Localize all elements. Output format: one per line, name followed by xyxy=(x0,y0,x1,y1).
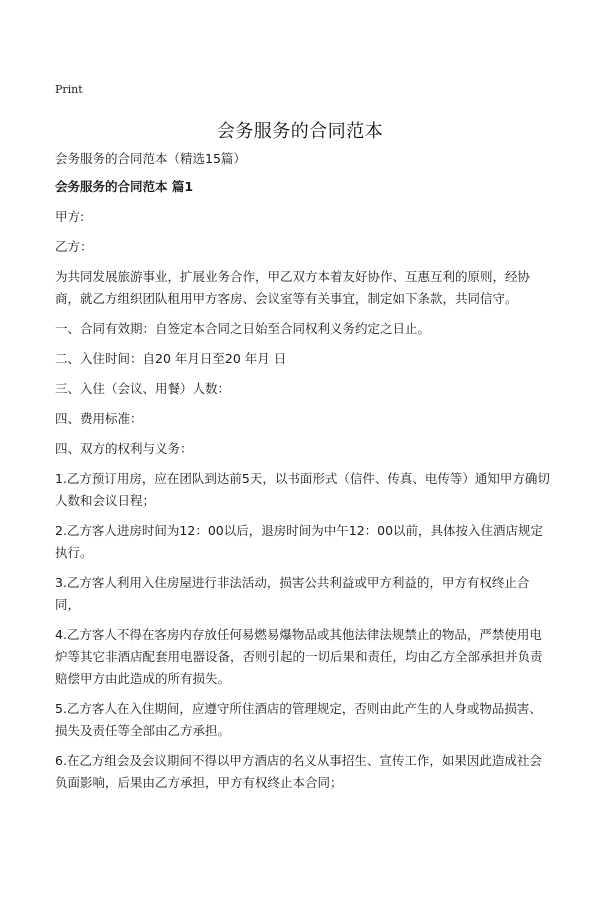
clause-guest-count: 三、入住（会议、用餐）人数： xyxy=(55,381,231,396)
clause-rights-obligations: 四、双方的权利与义务： xyxy=(55,441,193,456)
document-title: 会务服务的合同范本 xyxy=(216,121,384,142)
list-item: 5.乙方客人在入住期间，应遵守所住酒店的管理规定，否则由此产生的人身或物品损害、损失及责任等全部由乙方承担。 xyxy=(55,701,542,738)
print-label: Print xyxy=(55,83,83,96)
clause-checkin-time: 二、入住时间：自20 年月日至20 年月 日 xyxy=(55,351,287,366)
clause-fee-standard: 四、费用标准： xyxy=(55,411,143,426)
list-item: 2.乙方客人进房时间为12：00以后，退房时间为中午12：00以前，具体按入住酒店规定执行。 xyxy=(55,523,544,560)
document-body xyxy=(55,148,550,794)
intro-paragraph: 为共同发展旅游事业，扩展业务合作，甲乙双方本着友好协作、互惠互利的原则，经协商，就乙方组织团队租用甲方客房、会议室等有关事宜，制定如下条款，共同信守。 xyxy=(55,269,531,306)
section-heading: 会务服务的合同范本 篇1 xyxy=(55,179,194,194)
list-item: 3.乙方客人利用入住房屋进行非法活动，损害公共利益或甲方利益的，甲方有权终止合同， xyxy=(55,575,530,612)
clause-validity: 一、合同有效期：自签定本合同之日始至合同权利义务约定之日止。 xyxy=(55,321,431,336)
list-item: 6.在乙方组会及会议期间不得以甲方酒店的名义从事招生、宣传工作，如果因此造成社会负面影响，后果由乙方承担，甲方有权终止本合同； xyxy=(55,753,542,790)
list-item: 4.乙方客人不得在客房内存放任何易燃易爆物品或其他法律法规禁止的物品，严禁使用电炉等其它非酒店配套用电器设备，否则引起的一切后果和责任，均由乙方全部承担并负责赔偿甲方由此造成的所有损失。 xyxy=(55,627,543,686)
party-b-field: 乙方： xyxy=(55,239,93,254)
party-a-field: 甲方: xyxy=(55,209,85,224)
document-subtitle: 会务服务的合同范本（精选15篇） xyxy=(55,151,246,166)
list-item: 1.乙方预订用房，应在团队到达前5天，以书面形式（信件、传真、电传等）通知甲方确切人数和会议日程； xyxy=(55,471,550,508)
